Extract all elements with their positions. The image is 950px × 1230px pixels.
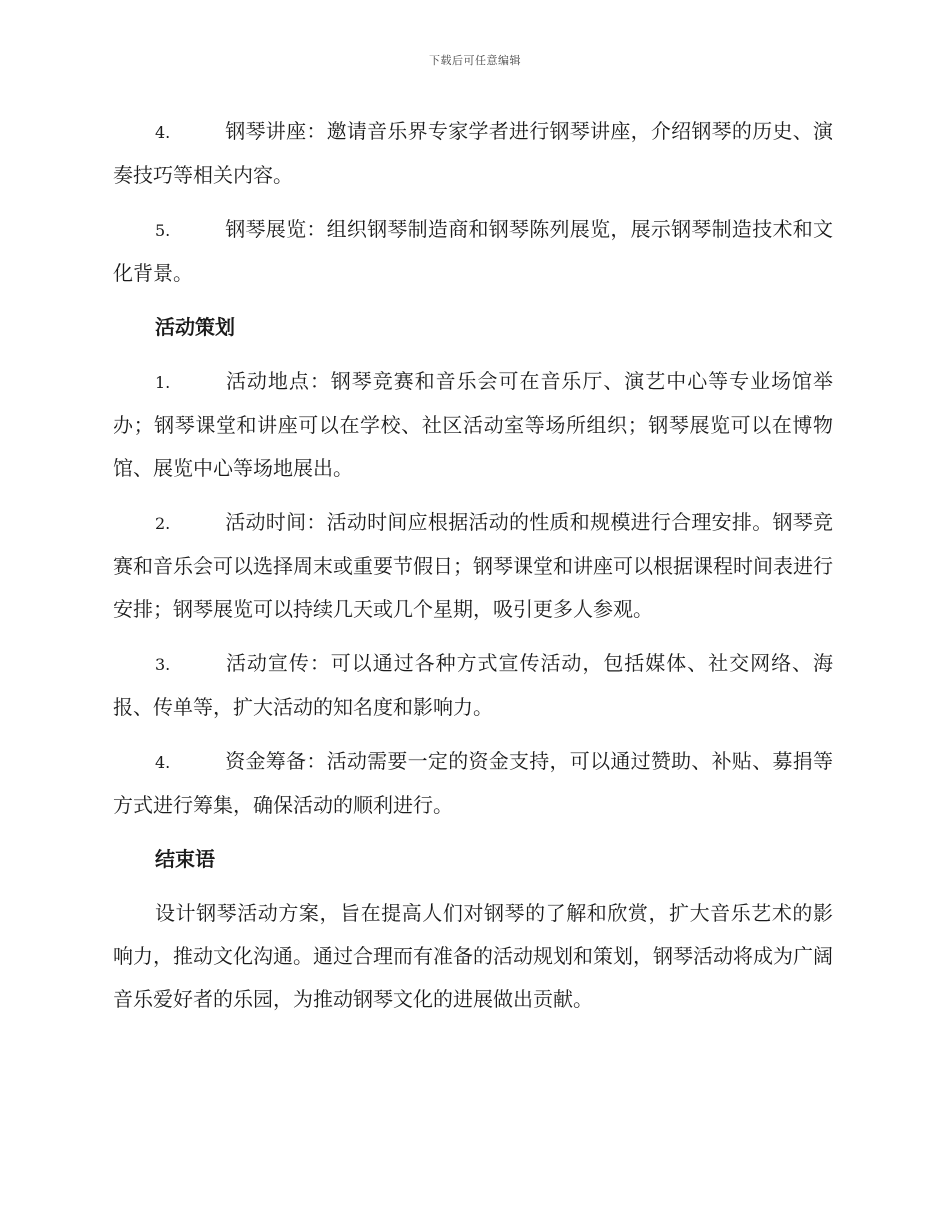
list-number: 4. xyxy=(155,753,171,772)
list-text: 活动宣传：可以通过各种方式宣传活动，包括媒体、社交网络、海报、传单等，扩大活动的知名度和影响力。 xyxy=(113,651,833,719)
list-item xyxy=(113,501,833,631)
list-number: 1. xyxy=(155,373,171,392)
list-text: 资金筹备：活动需要一定的资金支持，可以通过赞助、补贴、募捐等方式进行筹集，确保活动的顺利进行。 xyxy=(113,749,833,817)
list-text: 活动时间：活动时间应根据活动的性质和规模进行合理安排。钢琴竞赛和音乐会可以选择周末或重要节假日；钢琴课堂和讲座可以根据课程时间表进行安排；钢琴展览可以持续几天或几个星期，吸引更多人参观。 xyxy=(113,510,833,621)
document-body xyxy=(113,110,833,1032)
list-number: 5. xyxy=(155,221,171,240)
conclusion-paragraph: 设计钢琴活动方案，旨在提高人们对钢琴的了解和欣赏，扩大音乐艺术的影响力，推动文化沟通。通过合理而有准备的活动规划和策划，钢琴活动将成为广阔音乐爱好者的乐园，为推动钢琴文化的进展做出贡献。 xyxy=(113,901,833,1011)
list-number: 3. xyxy=(155,655,171,674)
section-heading-plan: 活动策划 xyxy=(155,315,235,339)
list-text: 钢琴展览：组织钢琴制造商和钢琴陈列展览，展示钢琴制造技术和文化背景。 xyxy=(113,217,833,285)
list-item xyxy=(113,642,833,729)
list-number: 4. xyxy=(155,123,171,142)
list-item xyxy=(113,360,833,490)
list-item xyxy=(113,110,833,197)
list-item xyxy=(113,208,833,295)
section-heading-conclusion: 结束语 xyxy=(155,847,215,871)
list-text: 活动地点：钢琴竞赛和音乐会可在音乐厅、演艺中心等专业场馆举办；钢琴课堂和讲座可以在学校、社区活动室等场所组织；钢琴展览可以在博物馆、展览中心等场地展出。 xyxy=(113,369,833,480)
list-item xyxy=(113,740,833,827)
page-header: 下载后可任意编辑 xyxy=(429,54,521,67)
list-number: 2. xyxy=(155,514,171,533)
list-text: 钢琴讲座：邀请音乐界专家学者进行钢琴讲座，介绍钢琴的历史、演奏技巧等相关内容。 xyxy=(113,119,833,187)
